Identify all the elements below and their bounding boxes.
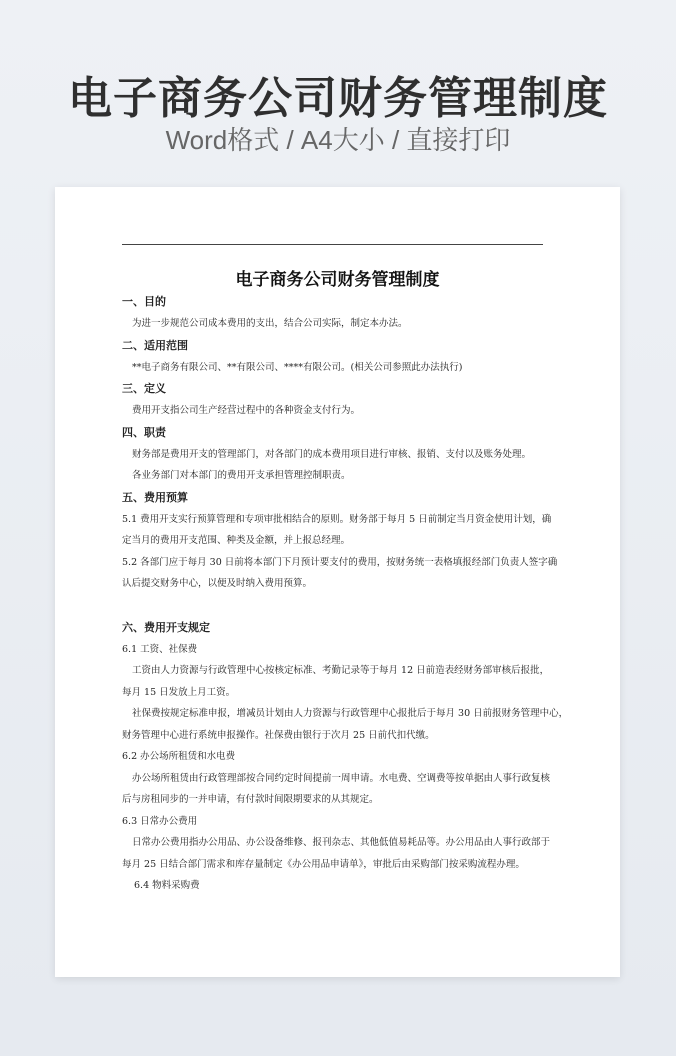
paragraph-line: 费用开支指公司生产经营过程中的各种资金支付行为。 xyxy=(132,405,361,416)
paragraph-line: 后与房租同步的一并申请，有付款时间限期要求的从其规定。 xyxy=(122,794,379,805)
paragraph-line: 6.3 日常办公费用 xyxy=(122,815,198,827)
document-page xyxy=(55,187,620,977)
banner-subtitle: Word格式 / A4大小 / 直接打印 xyxy=(165,125,511,155)
paragraph-line: 认后提交财务中心，以便及时纳入费用预算。 xyxy=(122,578,313,589)
paragraph-line: 日常办公费用指办公用品、办公设备维修、报刊杂志、其他低值易耗品等。办公用品由人事行政部于 xyxy=(132,837,551,848)
paragraph-line: 社保费按规定标准申报，增减员计划由人力资源与行政管理中心报批后于每月 30 日前报财务管理中心， xyxy=(132,708,569,719)
paragraph-line: 每月 25 日结合部门需求和库存量制定《办公用品申请单》，审批后由采购部门按采购流程办理。 xyxy=(122,858,525,870)
section-heading: 六、费用开支规定 xyxy=(122,620,210,634)
banner-title: 电子商务公司财务管理制度 xyxy=(68,73,608,124)
paragraph-line: 5.1 费用开支实行预算管理和专项审批相结合的原则。财务部于每月 5 日前制定当月资金使用计划，确 xyxy=(122,513,552,525)
section-heading: 五、费用预算 xyxy=(122,490,188,504)
paragraph-line: 各业务部门对本部门的费用开支承担管理控制职责。 xyxy=(132,470,351,481)
paragraph-line: 办公场所租赁由行政管理部按合同约定时间提前一周申请。水电费、空调费等按单据由人事行政复核 xyxy=(132,772,551,784)
section-heading: 二、适用范围 xyxy=(122,338,188,352)
paragraph-line: 工资由人力资源与行政管理中心按核定标准、考勤记录等于每月 12 日前造表经财务部审核后报批， xyxy=(132,665,550,676)
paragraph-line: 每月 15 日发放上月工资。 xyxy=(122,686,236,698)
paragraph-line: 6.1 工资、社保费 xyxy=(122,643,198,655)
spacer xyxy=(122,595,570,617)
section-heading: 四、职责 xyxy=(122,425,166,439)
paragraph-line: 为进一步规范公司成本费用的支出，结合公司实际，制定本办法。 xyxy=(132,318,408,329)
paragraph-line: 6.2 办公场所租赁和水电费 xyxy=(122,751,236,762)
paragraph-line: 财务管理中心进行系统申报操作。社保费由银行于次月 25 日前代扣代缴。 xyxy=(122,729,435,741)
document-body xyxy=(122,291,570,897)
paragraph-line: 5.2 各部门应于每月 30 日前将本部门下月预计要支付的费用，按财务统一表格填报经部门负责人签字确 xyxy=(122,556,558,568)
paragraph-line: 财务部是费用开支的管理部门，对各部门的成本费用项目进行审核、报销、支付以及账务处理。 xyxy=(132,448,532,460)
section-heading: 一、目的 xyxy=(122,295,166,308)
paragraph-line: 定当月的费用开支范围、种类及金额，并上报总经理。 xyxy=(122,535,351,546)
document-title: 电子商务公司财务管理制度 xyxy=(235,270,440,290)
header-rule xyxy=(122,244,543,245)
paragraph-line: 6.4 物料采购费 xyxy=(134,880,200,891)
paragraph-line: **电子商务有限公司、**有限公司、****有限公司。(相关公司参照此办法执行) xyxy=(132,361,463,373)
section-heading: 三、定义 xyxy=(122,382,166,395)
